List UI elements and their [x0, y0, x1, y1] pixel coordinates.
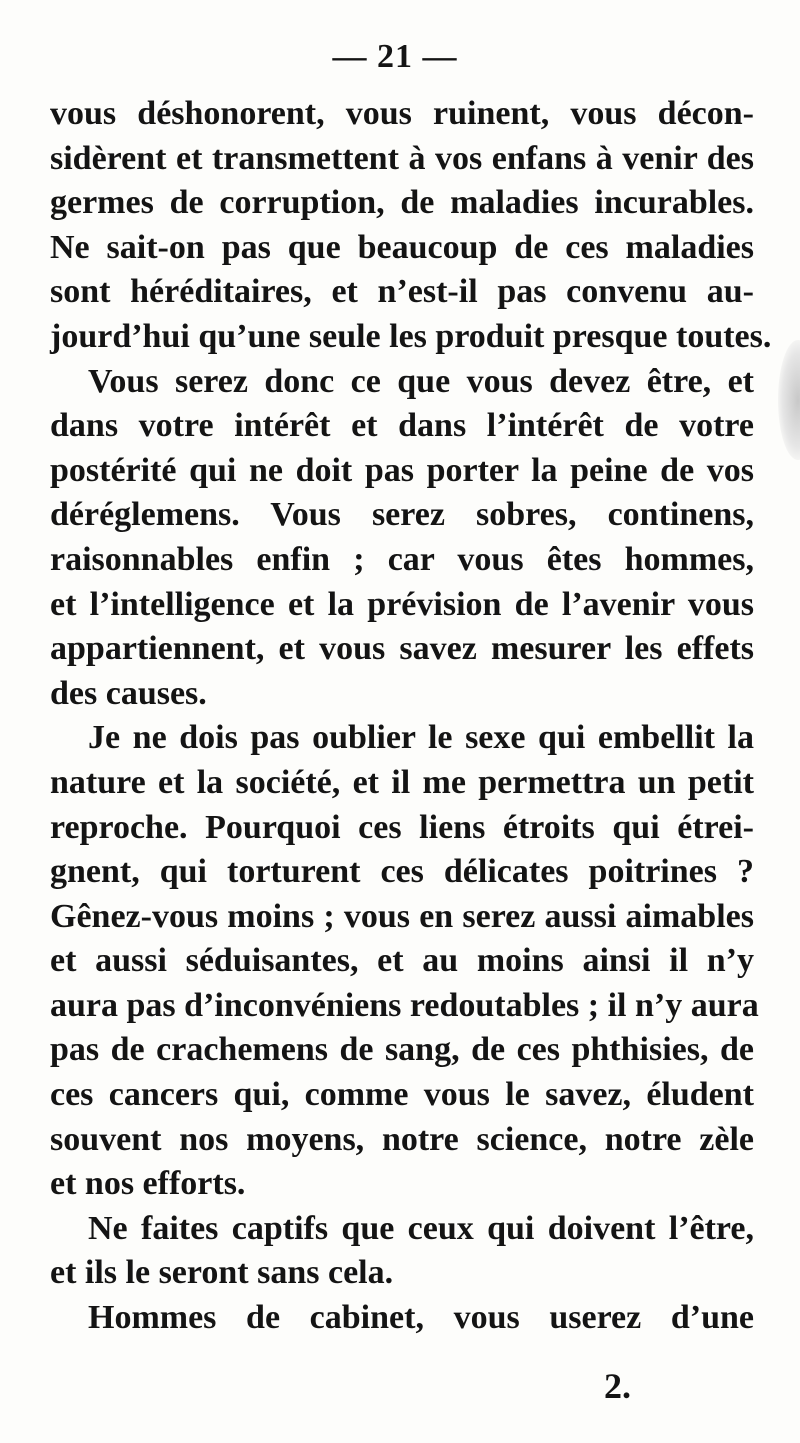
text-line: et nos efforts.: [50, 1165, 246, 1203]
text-line: pas de crachemens de sang, de ces phthisies, de: [50, 1031, 754, 1069]
text-line: nature et la société, et il me permettra un petit: [50, 763, 754, 801]
text-line: et aussi séduisantes, et au moins ainsi il n’y: [50, 942, 754, 980]
signature-mark: 2.: [604, 1366, 631, 1406]
text-line: et l’intelligence et la prévision de l’avenir vous: [50, 585, 754, 623]
text-line: sont héréditaires, et n’est-il pas convenu au-: [50, 273, 754, 311]
text-line: vous déshonorent, vous ruinent, vous décon-: [50, 95, 754, 132]
text-line: des causes.: [50, 674, 207, 712]
text-line: gnent, qui torturent ces délicates poitrines ?: [50, 853, 754, 891]
text-line: déréglemens. Vous serez sobres, continens,: [50, 496, 754, 534]
text-line: sidèrent et transmettent à vos enfans à venir des: [50, 139, 754, 177]
text-line: Ne sait-on pas que beaucoup de ces maladies: [50, 228, 754, 266]
body-text: [50, 92, 772, 1341]
text-line: et ils le seront sans cela.: [50, 1254, 394, 1292]
page-edge-shadow: [778, 340, 800, 460]
text-line: Je ne dois pas oublier le sexe qui embellit la: [88, 719, 754, 757]
text-line: aura pas d’inconvéniens redoutables ; il n’y aura: [50, 986, 759, 1024]
text-line: Vous serez donc ce que vous devez être, et: [88, 362, 754, 400]
text-line: Hommes de cabinet, vous userez d’une: [88, 1299, 754, 1337]
text-line: souvent nos moyens, notre science, notre zèle: [50, 1120, 754, 1158]
text-line: ces cancers qui, comme vous le savez, éludent: [50, 1076, 754, 1114]
text-line: raisonnables enfin ; car vous êtes hommes,: [50, 540, 754, 578]
text-line: jourd’hui qu’une seule les produit presque toutes.: [50, 317, 772, 355]
page-number: — 21 —: [332, 38, 458, 75]
text-line: Gênez-vous moins ; vous en serez aussi aimables: [50, 897, 754, 935]
text-line: postérité qui ne doit pas porter la peine de vos: [50, 451, 754, 489]
text-line: dans votre intérêt et dans l’intérêt de votre: [50, 407, 754, 445]
text-line: germes de corruption, de maladies incurables.: [50, 184, 754, 222]
text-line: Ne faites captifs que ceux qui doivent l’être,: [88, 1209, 754, 1247]
text-line: appartiennent, et vous savez mesurer les effets: [50, 630, 754, 668]
text-line: reproche. Pourquoi ces liens étroits qui étrei-: [50, 808, 754, 846]
